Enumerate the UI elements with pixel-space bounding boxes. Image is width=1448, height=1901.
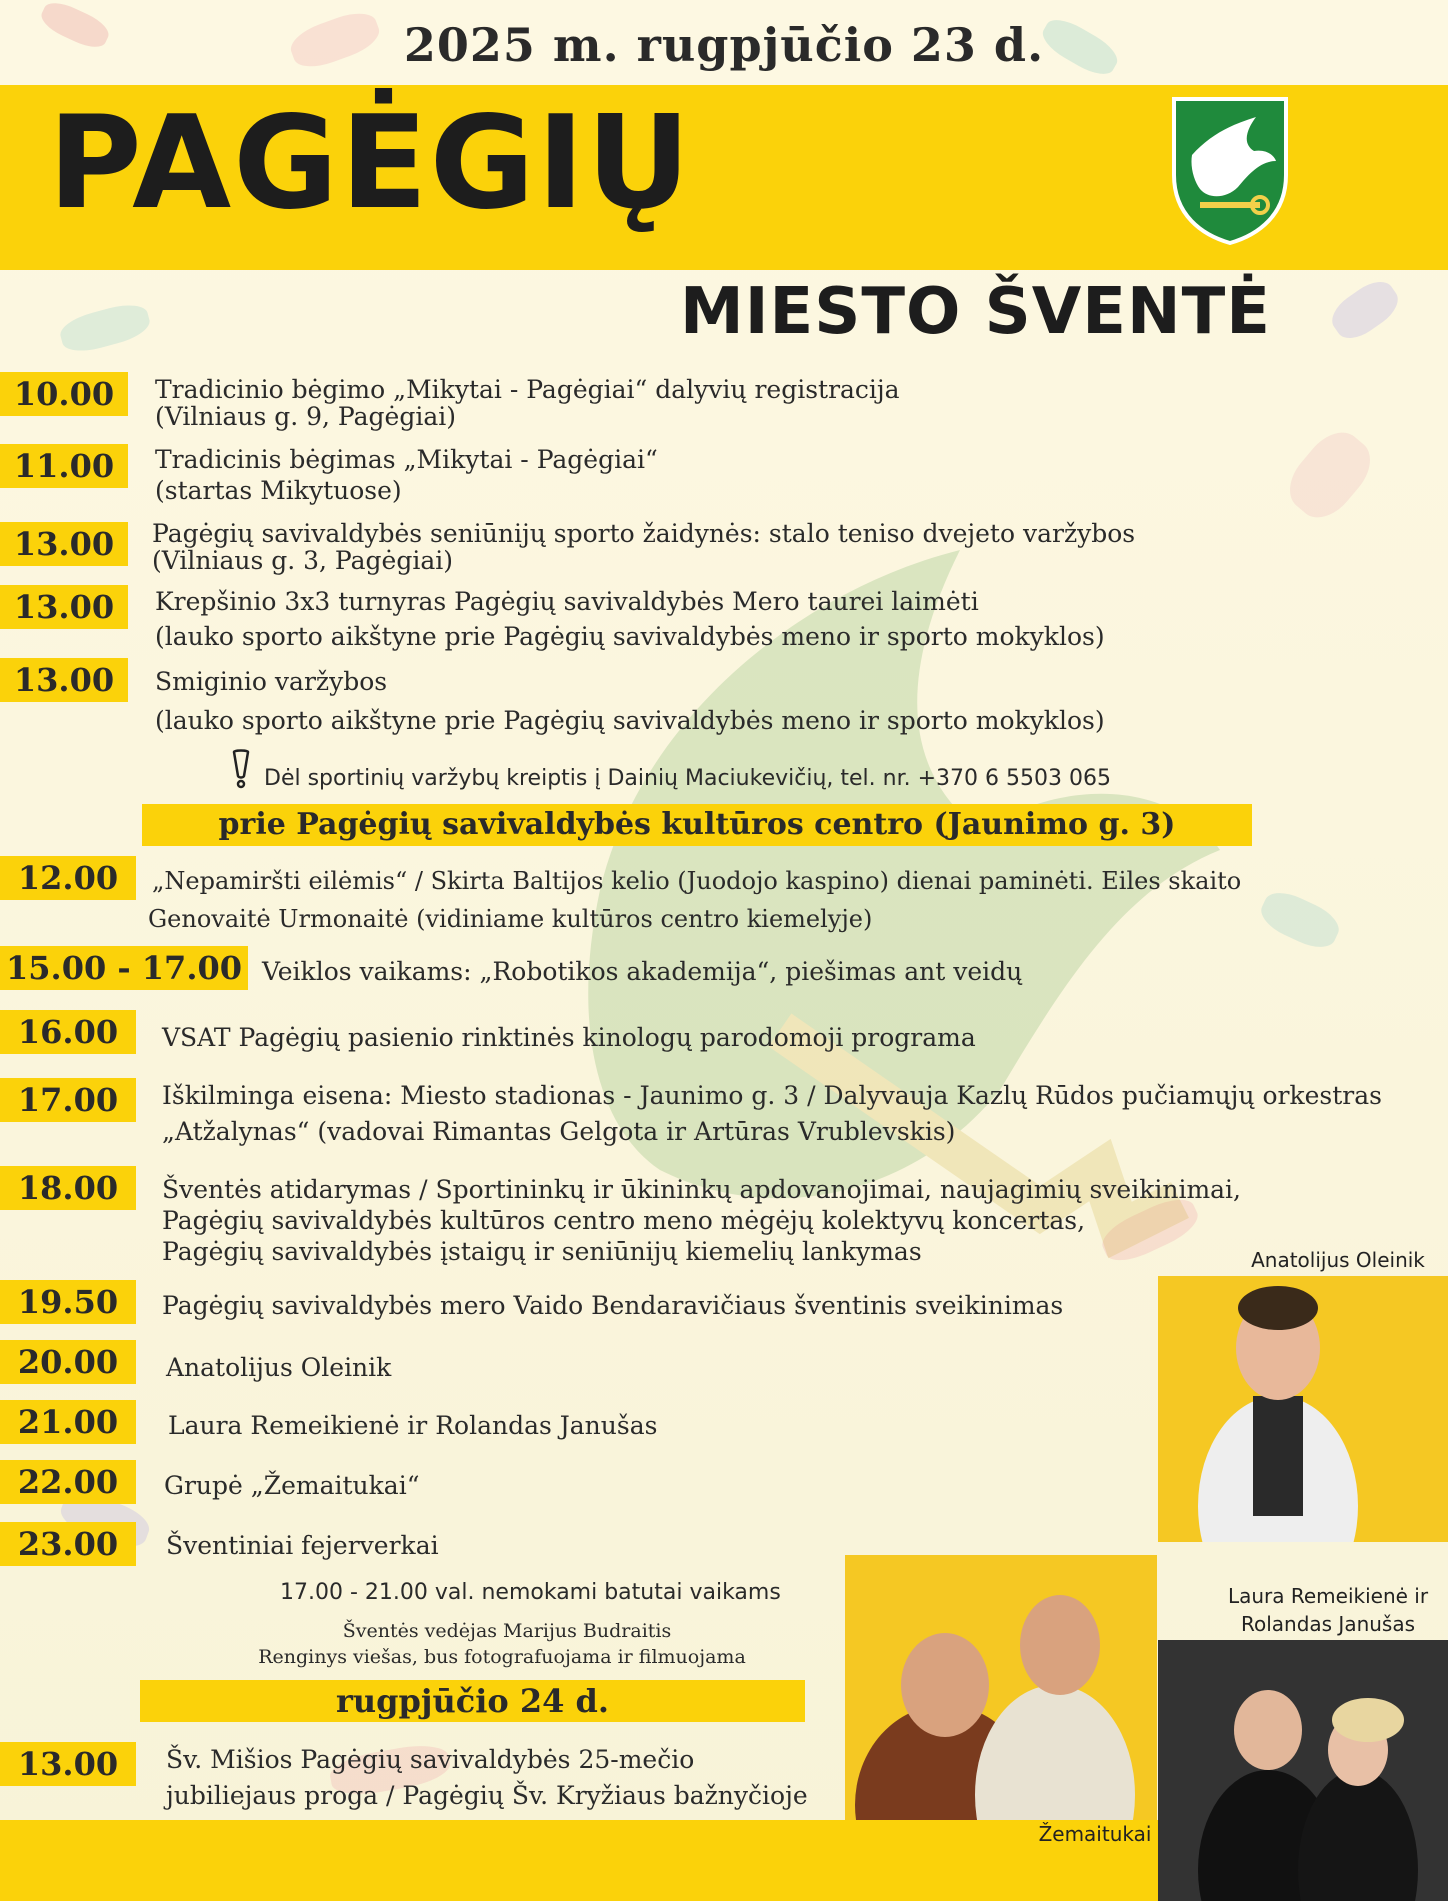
schedule-time: 19.50 bbox=[0, 1280, 136, 1324]
schedule-description: VSAT Pagėgių pasienio rinktinės kinologų parodomoji programa bbox=[162, 1023, 976, 1052]
person-silhouette-icon bbox=[1158, 1276, 1448, 1542]
trampoline-note: 17.00 - 21.00 val. nemokami batutai vaikams bbox=[280, 1580, 781, 1605]
exclamation-icon bbox=[228, 748, 254, 790]
schedule-time: 13.00 bbox=[0, 658, 128, 702]
schedule-description: Šventiniai fejerverkai bbox=[166, 1531, 439, 1560]
coat-of-arms-icon bbox=[1170, 95, 1290, 245]
schedule-time: 13.00 bbox=[0, 522, 128, 566]
public-note: Renginys viešas, bus fotografuojama ir filmuojama bbox=[258, 1646, 746, 1668]
schedule-time: 12.00 bbox=[0, 856, 136, 900]
schedule-description: Krepšinio 3x3 turnyras Pagėgių savivaldybės Mero taurei laimėti (lauko sporto aikštyne prie Pagėgių savivaldybės meno ir sporto mokyklos) bbox=[155, 587, 1105, 651]
schedule-time: 20.00 bbox=[0, 1340, 136, 1384]
schedule-description: Pagėgių savivaldybės mero Vaido Bendaravičiaus šventinis sveikinimas bbox=[162, 1291, 1064, 1320]
confetti-decoration bbox=[1255, 885, 1344, 955]
performer-caption: Anatolijus Oleinik bbox=[1251, 1248, 1425, 1272]
schedule-description: Grupė „Žemaitukai“ bbox=[164, 1471, 420, 1500]
performer-photo-zemaitukai bbox=[845, 1555, 1157, 1820]
schedule-time: 18.00 bbox=[0, 1166, 136, 1210]
schedule-time: 13.00 bbox=[0, 585, 128, 629]
schedule-description: Šv. Mišios Pagėgių savivaldybės 25-mečio jubiliejaus proga / Pagėgių Šv. Kryžiaus bažnyčioje bbox=[166, 1745, 808, 1810]
performer-caption: Žemaitukai bbox=[1038, 1822, 1152, 1846]
schedule-description: Iškilminga eisena: Miesto stadionas - Jaunimo g. 3 / Dalyvauja Kazlų Rūdos pučiamųjų orkestras „Atžalynas“ (vadovai Rimantas Gelgota ir Artūras Vrublevskis) bbox=[162, 1081, 1382, 1146]
schedule-time: 13.00 bbox=[0, 1742, 136, 1786]
duo-silhouette-icon bbox=[845, 1555, 1157, 1820]
schedule-description: Pagėgių savivaldybės seniūnijų sporto žaidynės: stalo teniso dvejeto varžybos (Vilniaus g. 3, Pagėgiai) bbox=[152, 519, 1136, 575]
couple-silhouette-icon bbox=[1158, 1640, 1448, 1901]
performer-photo-laura-rolandas bbox=[1158, 1640, 1448, 1901]
confetti-decoration bbox=[1325, 274, 1405, 347]
schedule-description: Šventės atidarymas / Sportininkų ir ūkininkų apdovanojimai, naujagimių sveikinimai, Pagėgių savivaldybės kultūros centro meno mėgėjų kolektyvų koncertas, Pagėgių savivaldybės įstaigų ir seniūnijų kiemelių lankymas bbox=[162, 1175, 1241, 1266]
schedule-description: Tradicinio bėgimo „Mikytai - Pagėgiai“ dalyvių registracija (Vilniaus g. 9, Pagėgiai) bbox=[155, 375, 900, 431]
schedule-time: 23.00 bbox=[0, 1522, 136, 1566]
schedule-time: 21.00 bbox=[0, 1400, 136, 1444]
schedule-time: 11.00 bbox=[0, 444, 128, 488]
day2-banner: rugpjūčio 24 d. bbox=[140, 1680, 805, 1722]
schedule-description: Laura Remeikienė ir Rolandas Janušas bbox=[168, 1411, 658, 1440]
schedule-time: 17.00 bbox=[0, 1078, 136, 1122]
schedule-description: Smiginio varžybos (lauko sporto aikštyne prie Pagėgių savivaldybės meno ir sporto mokyklos) bbox=[155, 667, 1105, 735]
performer-caption: Laura Remeikienė ir Rolandas Janušas bbox=[1227, 1584, 1429, 1636]
confetti-decoration bbox=[57, 299, 153, 357]
schedule-description: Anatolijus Oleinik bbox=[166, 1353, 392, 1382]
performer-photo-oleinik bbox=[1158, 1276, 1448, 1542]
schedule-time: 22.00 bbox=[0, 1460, 136, 1504]
page-subtitle: MIESTO ŠVENTĖ bbox=[680, 275, 1271, 349]
schedule-time: 15.00 - 17.00 bbox=[0, 946, 248, 990]
host-note: Šventės vedėjas Marijus Budraitis bbox=[342, 1620, 672, 1642]
page-title: PAGĖGIŲ bbox=[48, 89, 693, 238]
sport-contact-note: Dėl sportinių varžybų kreiptis į Dainių Maciukevičių, tel. nr. +370 6 5503 065 bbox=[264, 766, 1111, 791]
confetti-decoration bbox=[1278, 421, 1382, 529]
schedule-description: „Nepamiršti eilėmis“ / Skirta Baltijos kelio (Juodojo kaspino) dienai paminėti. Eiles skaito Genovaitė Urmonaitė (vidiniame kultūros centro kiemelyje) bbox=[148, 867, 1242, 933]
schedule-description: Veiklos vaikams: „Robotikos akademija“, piešimas ant veidų bbox=[262, 957, 1023, 986]
venue-banner: prie Pagėgių savivaldybės kultūros centro (Jaunimo g. 3) bbox=[142, 804, 1252, 846]
event-date: 2025 m. rugpjūčio 23 d. bbox=[403, 18, 1045, 72]
schedule-description: Tradicinis bėgimas „Mikytai - Pagėgiai“ (startas Mikytuose) bbox=[155, 445, 658, 505]
schedule-time: 16.00 bbox=[0, 1010, 136, 1054]
schedule-time: 10.00 bbox=[0, 372, 128, 416]
